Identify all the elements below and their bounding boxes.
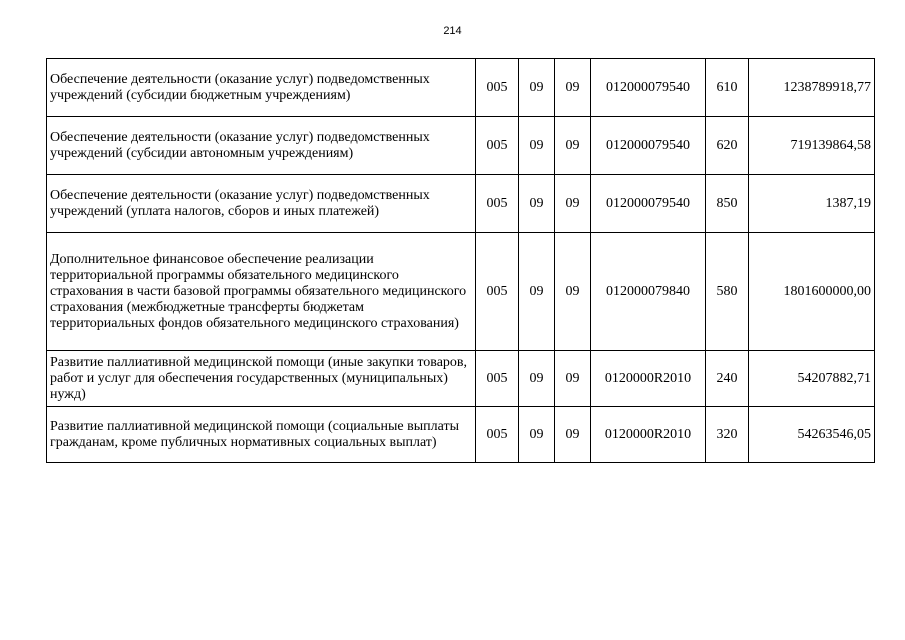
row-description: Дополнительное финансовое обеспечение реализации территориальной программы обязательного медицинского страхования в части базовой программы обязательного медицинского страхования (межбюджетные трансферты бюджетам территориальных фондов обязательного медицинского страхования): [47, 233, 476, 351]
section-code: 09: [519, 407, 555, 463]
amount: 1801600000,00: [749, 233, 875, 351]
target-article-code: 012000079540: [591, 117, 706, 175]
row-description: Обеспечение деятельности (оказание услуг) подведомственных учреждений (субсидии автономным учреждениям): [47, 117, 476, 175]
table-row: [47, 233, 875, 351]
ministry-code: 005: [476, 351, 519, 407]
table-row: [47, 351, 875, 407]
table-row: [47, 175, 875, 233]
subsection-code: 09: [555, 175, 591, 233]
ministry-code: 005: [476, 117, 519, 175]
amount: 1387,19: [749, 175, 875, 233]
target-article-code: 012000079540: [591, 175, 706, 233]
target-article-code: 0120000R2010: [591, 351, 706, 407]
ministry-code: 005: [476, 233, 519, 351]
expense-type-code: 240: [706, 351, 749, 407]
amount: 719139864,58: [749, 117, 875, 175]
target-article-code: 012000079540: [591, 59, 706, 117]
ministry-code: 005: [476, 175, 519, 233]
subsection-code: 09: [555, 117, 591, 175]
section-code: 09: [519, 351, 555, 407]
table-row: [47, 59, 875, 117]
amount: 1238789918,77: [749, 59, 875, 117]
expense-type-code: 610: [706, 59, 749, 117]
page-number: 214: [443, 25, 462, 37]
ministry-code: 005: [476, 407, 519, 463]
budget-table: [46, 58, 875, 463]
section-code: 09: [519, 233, 555, 351]
section-code: 09: [519, 175, 555, 233]
target-article-code: 012000079840: [591, 233, 706, 351]
expense-type-code: 580: [706, 233, 749, 351]
row-description: Обеспечение деятельности (оказание услуг) подведомственных учреждений (субсидии бюджетным учреждениям): [47, 59, 476, 117]
table-row: [47, 117, 875, 175]
ministry-code: 005: [476, 59, 519, 117]
expense-type-code: 620: [706, 117, 749, 175]
subsection-code: 09: [555, 59, 591, 117]
section-code: 09: [519, 117, 555, 175]
row-description: Развитие паллиативной медицинской помощи (социальные выплаты гражданам, кроме публичных нормативных социальных выплат): [47, 407, 476, 463]
amount: 54263546,05: [749, 407, 875, 463]
subsection-code: 09: [555, 351, 591, 407]
section-code: 09: [519, 59, 555, 117]
row-description: Обеспечение деятельности (оказание услуг) подведомственных учреждений (уплата налогов, сборов и иных платежей): [47, 175, 476, 233]
target-article-code: 0120000R2010: [591, 407, 706, 463]
expense-type-code: 850: [706, 175, 749, 233]
table-row: [47, 407, 875, 463]
amount: 54207882,71: [749, 351, 875, 407]
subsection-code: 09: [555, 407, 591, 463]
subsection-code: 09: [555, 233, 591, 351]
row-description: Развитие паллиативной медицинской помощи (иные закупки товаров, работ и услуг для обеспечения государственных (муниципальных) нужд): [47, 351, 476, 407]
expense-type-code: 320: [706, 407, 749, 463]
